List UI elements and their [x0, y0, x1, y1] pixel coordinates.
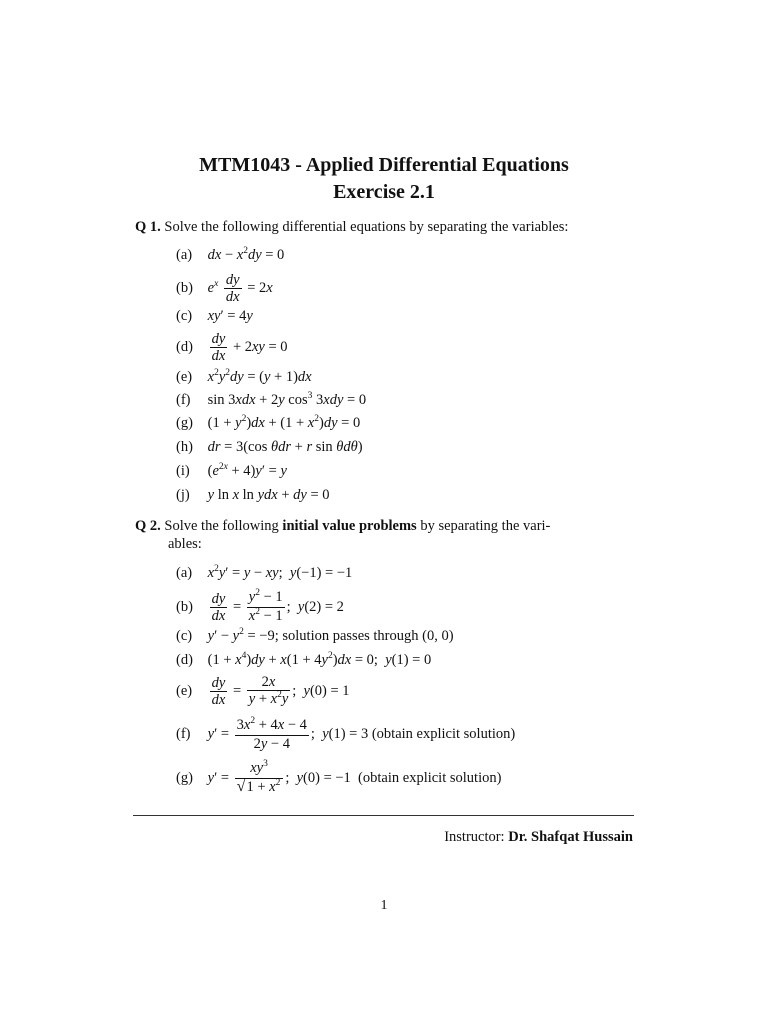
- course-title: MTM1043 - Applied Differential Equations: [199, 154, 569, 176]
- q2-item-a: (a) $x^2y' = y$ − xy; y(−1) = −1: [176, 564, 353, 581]
- q1-item-j: (j) y ln x ln ydx + dy = 0: [176, 487, 330, 503]
- q1-item-g: (g) $(1 + y^2)dx + (1 + x^2)dy = 0$: [176, 414, 361, 431]
- q1-item-d: (d) $\frac{dy}{dx}$ + 2xy = 0: [176, 331, 288, 364]
- question-1-text: Solve the following differential equations by separating the variables:: [164, 219, 569, 235]
- q2-item-g: (g) y′ = $\frac{xy^3}{√1 + x^2}$ ; y(0) = −1 (obtain explicit solution): [176, 759, 502, 795]
- q2-item-d: (d) $(1 + x^4)dy + x(1 + 4y^2)dx = 0$; y(1) = 0: [176, 651, 432, 668]
- question-2-number: Q 2.: [135, 518, 161, 534]
- question-1-number: Q 1.: [135, 219, 161, 235]
- q2-item-c: (c) $y' - y^2 = -9$; solution passes through (0, 0): [176, 627, 454, 644]
- q1-item-f: (f) sin 3xdx + 2y $\cos^3 3xdy = 0$: [176, 391, 367, 408]
- q2-item-e: (e) $\frac{dy}{dx}$ = $\frac{2x}{y + x^2y}$ ; y(0) = 1: [176, 674, 350, 708]
- q1-item-c: (c) xy′ = 4y: [176, 308, 253, 324]
- q1-item-b: (b) $e^x$ $\frac{dy}{dx}$ = 2x: [176, 272, 273, 305]
- q1-item-a: (a) dx − $x^2dy = 0$: [176, 246, 285, 263]
- question-2-text: Solve the following initial value problems by separating the vari- ables:: [164, 518, 551, 552]
- exercise-title: Exercise 2.1: [333, 181, 435, 203]
- instructor-credit: Instructor: Dr. Shafqat Hussain: [444, 829, 633, 845]
- q1-item-h: (h) dr = 3(cos θdr + r sin θdθ): [176, 439, 363, 455]
- q2-item-f: (f) y′ = $\frac{3x^2 + 4x - 4}{2y - 4}$ ; y(1) = 3 (obtain explicit solution): [176, 716, 516, 752]
- q1-item-e: (e) $x^2y^2dy = (y + 1)dx$: [176, 368, 312, 385]
- q2-item-b: (b) $\frac{dy}{dx}$ = $\frac{y^2 - 1}{x^2 - 1}$ ; y(2) = 2: [176, 588, 344, 624]
- instructor-name: Dr. Shafqat Hussain: [508, 829, 633, 845]
- page-number: 1: [380, 898, 388, 913]
- initial-value-problems-emphasis: initial value problems: [282, 518, 417, 534]
- question-2-heading: [135, 517, 635, 553]
- question-1-heading: [135, 218, 635, 236]
- q1-item-i: (i) $(e^{2x} + 4)y' = y$: [176, 462, 287, 479]
- footer-divider: [133, 815, 634, 816]
